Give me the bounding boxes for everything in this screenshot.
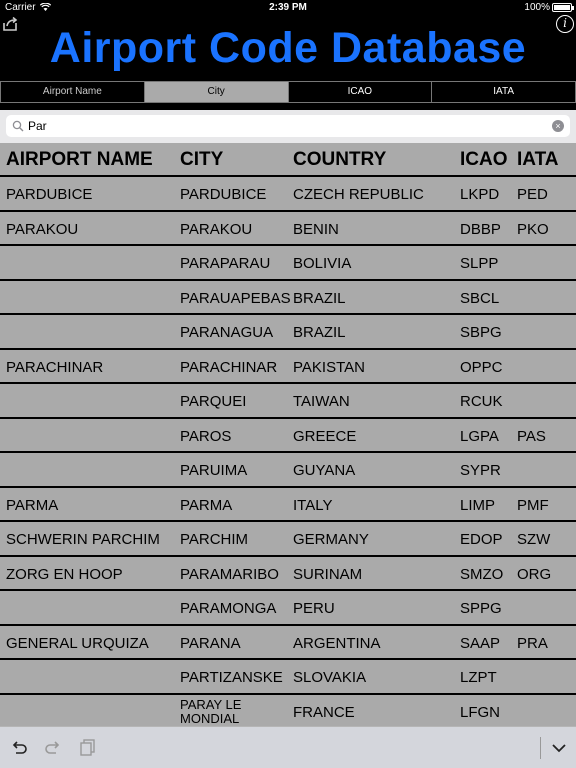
clock: 2:39 PM [269, 2, 307, 13]
cell-country: GREECE [293, 427, 357, 445]
cell-iata: PAS [517, 427, 546, 445]
cell-icao: EDOP [460, 531, 503, 548]
cell-country: ITALY [293, 496, 333, 514]
header-city[interactable]: CITY [180, 149, 224, 170]
segment-icao[interactable]: ICAO [288, 82, 432, 102]
undo-icon[interactable] [10, 740, 28, 756]
cell-icao: LGPA [460, 427, 499, 445]
table-row[interactable] [0, 453, 576, 488]
cell-city: PARUIMA [180, 462, 248, 479]
cell-icao: SMZO [460, 565, 504, 583]
app-title: Airport Code Database [49, 24, 527, 72]
results-table [0, 143, 576, 726]
table-row[interactable] [0, 522, 576, 557]
cell-name: ZORG EN HOOP [6, 565, 123, 583]
segment-iata[interactable]: IATA [431, 82, 575, 102]
cell-icao: SBCL [460, 289, 500, 307]
cell-icao: LIMP [460, 496, 496, 514]
cell-name: GENERAL URQUIZA [6, 634, 149, 652]
cell-city: PARAY LE MONDIAL [180, 696, 242, 726]
cell-iata: PMF [517, 496, 549, 514]
table-row[interactable] [0, 384, 576, 419]
cell-icao: RCUK [460, 393, 503, 410]
cell-icao: SAAP [460, 634, 501, 652]
cell-iata: PKO [517, 220, 549, 238]
cell-icao: SYPR [460, 462, 501, 479]
cell-city: PARTIZANSKE [180, 669, 283, 686]
header-country[interactable]: COUNTRY [293, 149, 387, 170]
paste-icon[interactable] [80, 739, 96, 757]
battery-icon [552, 3, 572, 12]
cell-country: BOLIVIA [293, 255, 352, 272]
info-icon[interactable]: i [556, 15, 574, 33]
cell-city: PAROS [180, 427, 232, 445]
cell-icao: LFGN [460, 703, 501, 721]
cell-city: PARAMONGA [180, 600, 277, 617]
cell-country: PERU [293, 600, 335, 617]
table-row[interactable] [0, 419, 576, 454]
cell-country: GERMANY [293, 531, 369, 548]
table-row[interactable] [0, 557, 576, 592]
cell-city: PARANA [180, 634, 241, 652]
search-bar [0, 110, 576, 143]
table-row[interactable] [0, 660, 576, 695]
cell-name: PARMA [6, 496, 59, 514]
cell-iata: PED [517, 186, 548, 203]
cell-city: PARAUAPEBAS [180, 289, 291, 307]
cell-icao: LKPD [460, 186, 500, 203]
chevron-down-icon[interactable] [551, 742, 567, 754]
table-row[interactable] [0, 177, 576, 212]
cell-icao: DBBP [460, 220, 501, 238]
cell-iata: ORG [517, 565, 552, 583]
table-row[interactable] [0, 350, 576, 385]
cell-city: PARQUEI [180, 393, 247, 410]
cell-country: GUYANA [293, 462, 356, 479]
cell-city: PARACHINAR [180, 358, 278, 376]
cell-icao: SPPG [460, 600, 502, 617]
table-row[interactable] [0, 488, 576, 523]
cell-name: PARACHINAR [6, 358, 104, 376]
cell-country: SLOVAKIA [293, 669, 367, 686]
cell-city: PARMA [180, 496, 233, 514]
cell-city: PARDUBICE [180, 186, 267, 203]
cell-name: PARDUBICE [6, 186, 93, 203]
segment-airport-name[interactable]: Airport Name [1, 82, 144, 102]
search-input[interactable] [28, 118, 528, 134]
keyboard-shortcut-bar [0, 726, 576, 768]
cell-iata: PRA [517, 634, 548, 652]
search-icon [12, 120, 24, 132]
table-row[interactable] [0, 246, 576, 281]
table-row[interactable] [0, 591, 576, 626]
table-header [0, 143, 576, 177]
cell-country: FRANCE [293, 703, 355, 721]
cell-icao: LZPT [460, 669, 497, 686]
table-row[interactable] [0, 281, 576, 316]
clear-search-icon[interactable]: × [552, 120, 564, 132]
battery-percentage: 100% [524, 2, 550, 13]
carrier-label: Carrier [5, 2, 36, 13]
cell-city: PARANAGUA [180, 324, 274, 341]
table-row[interactable] [0, 315, 576, 350]
cell-country: ARGENTINA [293, 634, 381, 652]
header-icao[interactable]: ICAO [460, 149, 508, 170]
cell-icao: OPPC [460, 358, 503, 376]
cell-country: CZECH REPUBLIC [293, 186, 424, 203]
cell-country: BRAZIL [293, 324, 346, 341]
segment-city[interactable]: City [144, 82, 288, 102]
toolbar-divider [540, 737, 541, 759]
cell-city: PARCHIM [180, 531, 249, 548]
cell-country: SURINAM [293, 565, 363, 583]
redo-icon[interactable] [44, 740, 62, 756]
table-body [0, 177, 576, 726]
cell-name: PARAKOU [6, 220, 79, 238]
search-field-selector [0, 81, 576, 103]
table-row[interactable] [0, 695, 576, 727]
cell-city: PARAKOU [180, 220, 253, 238]
cell-country: PAKISTAN [293, 358, 365, 376]
cell-city: PARAPARAU [180, 255, 271, 272]
cell-iata: SZW [517, 531, 551, 548]
cell-name: SCHWERIN PARCHIM [6, 531, 160, 548]
cell-city: PARAMARIBO [180, 565, 279, 583]
cell-country: TAIWAN [293, 393, 350, 410]
header-airport-name[interactable]: AIRPORT NAME [6, 149, 153, 170]
status-bar [0, 0, 576, 16]
header-iata[interactable]: IATA [517, 149, 559, 170]
table-row[interactable] [0, 212, 576, 247]
cell-icao: SBPG [460, 324, 502, 341]
search-box [6, 115, 570, 137]
cell-icao: SLPP [460, 255, 499, 272]
cell-country: BRAZIL [293, 289, 346, 307]
cell-country: BENIN [293, 220, 339, 238]
table-row[interactable] [0, 626, 576, 661]
